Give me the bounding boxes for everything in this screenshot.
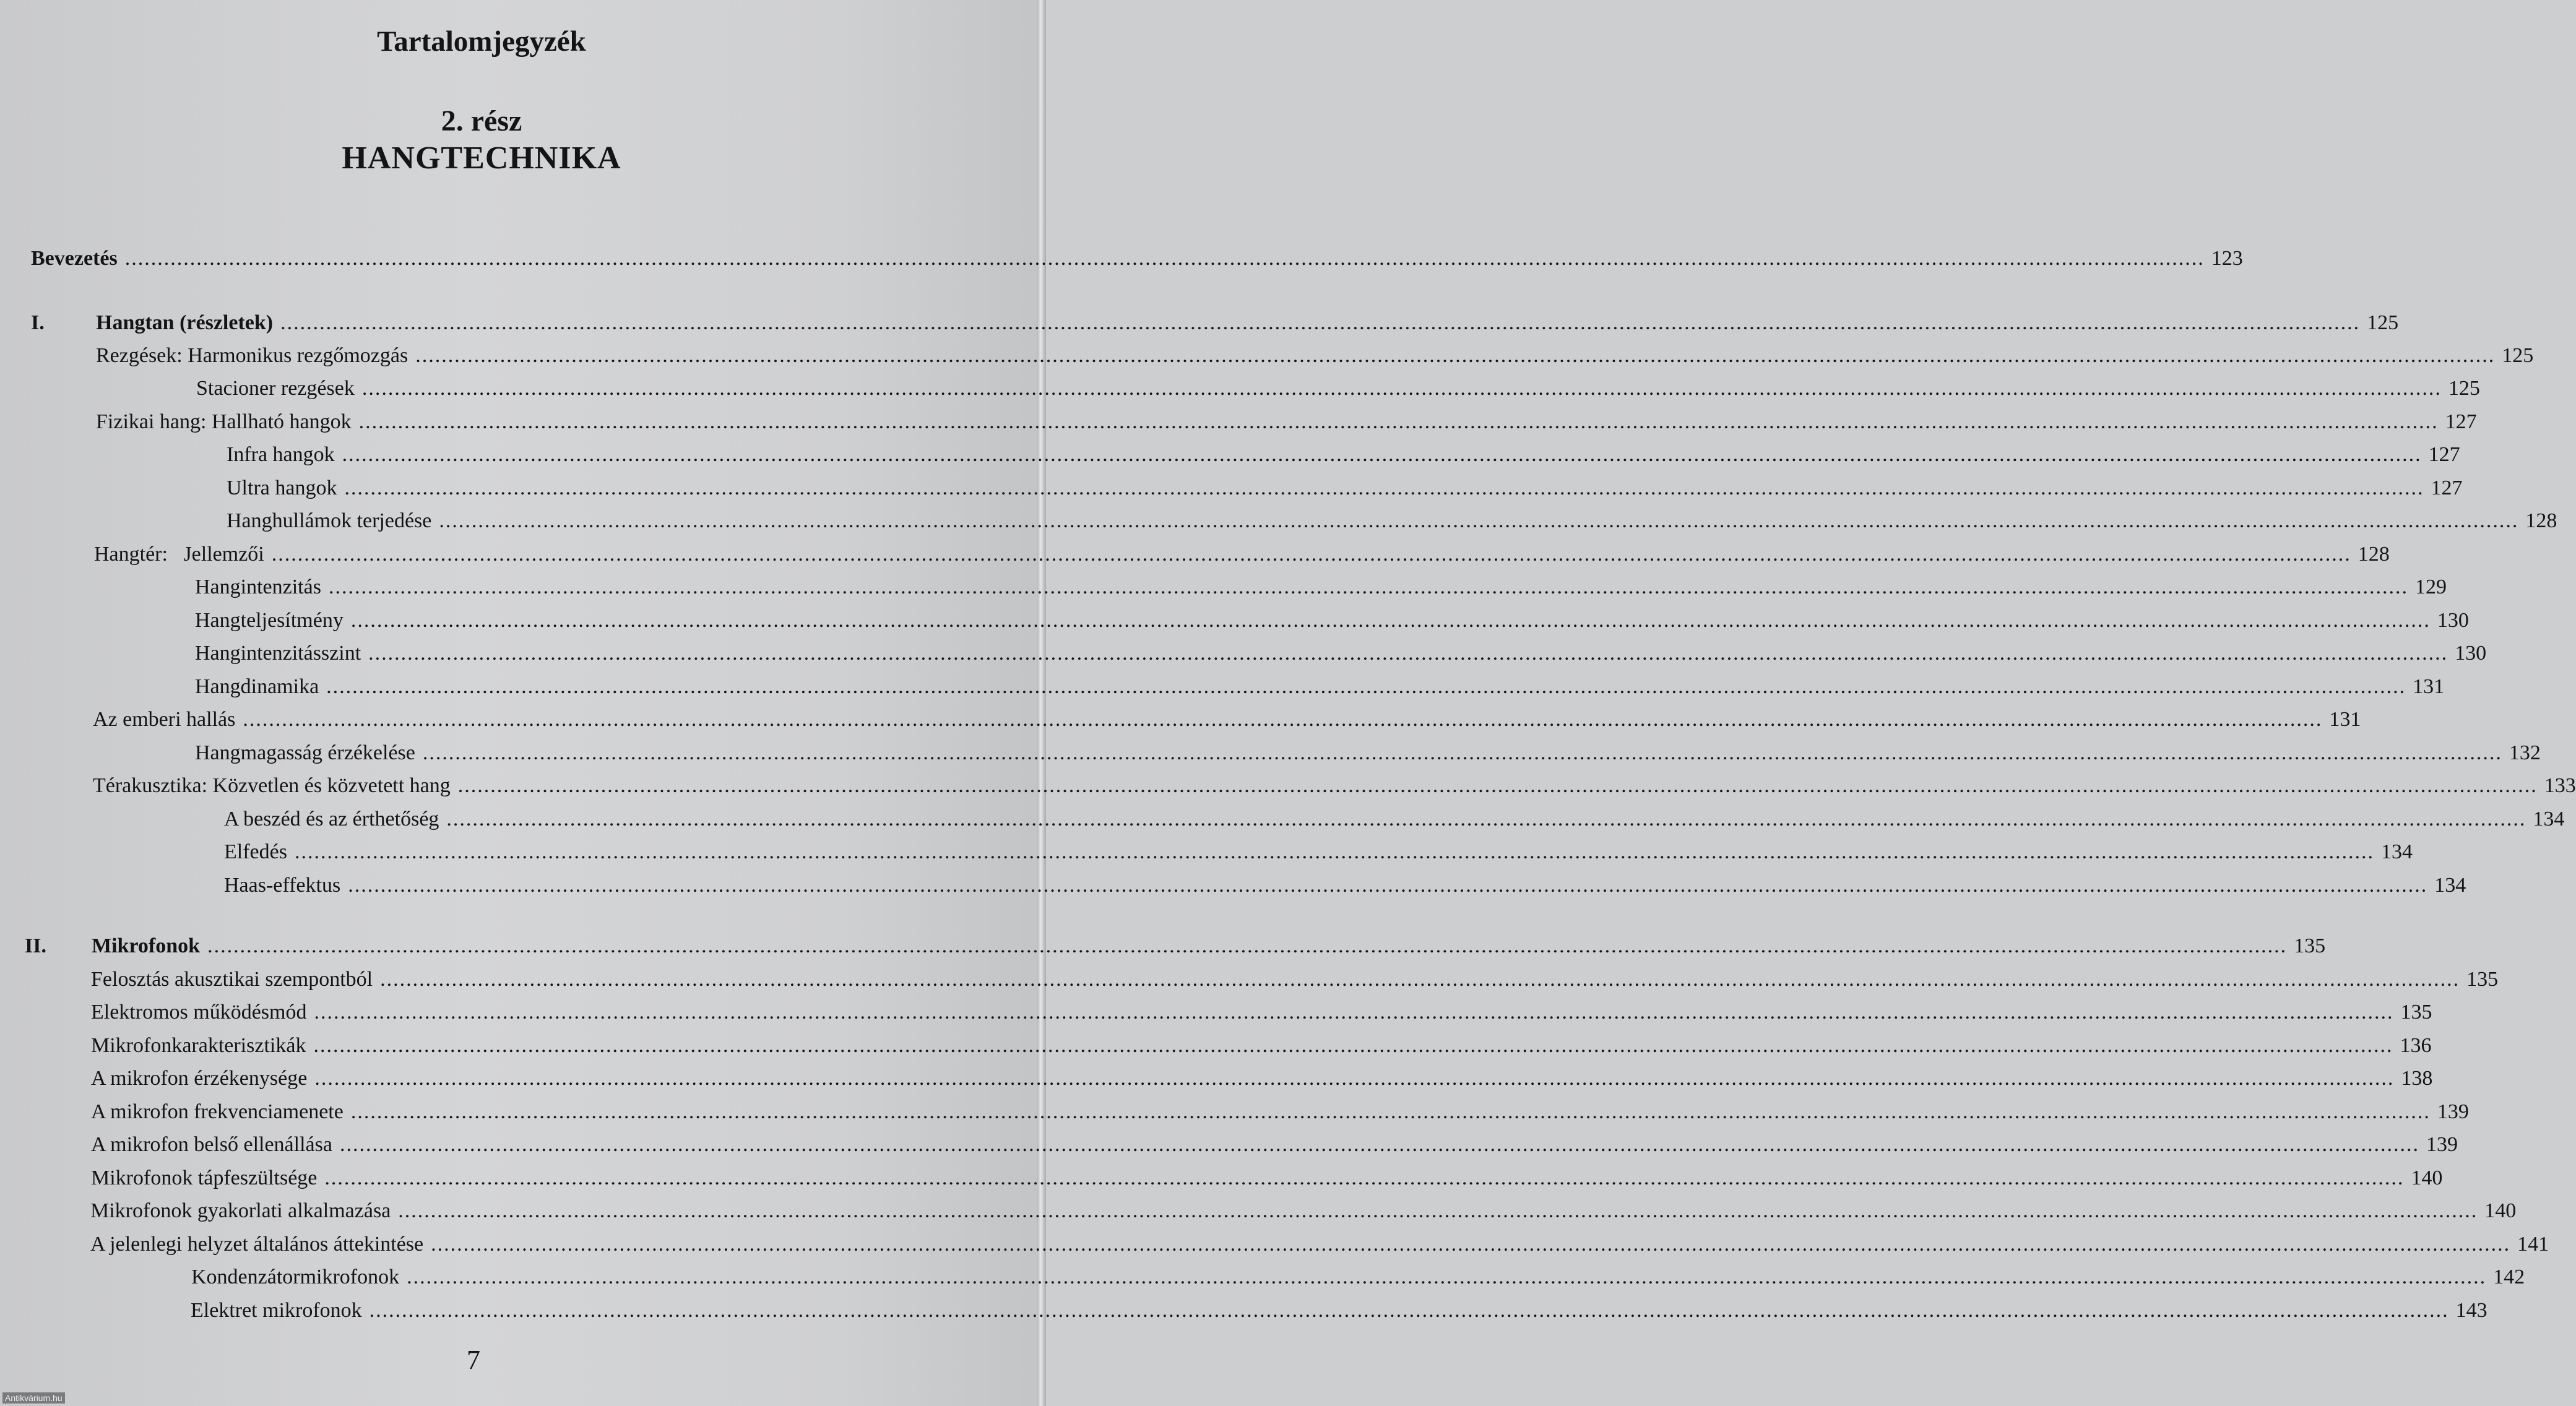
toc-entry [0, 803, 2565, 835]
dot-leader: ................................................................................................................................................................................................................................................................................................................................ [369, 1299, 2449, 1322]
toc-entry [0, 538, 2390, 571]
toc-page-number: 140 [2411, 1167, 2443, 1189]
toc-entry-title: Hanghullámok terjedése [227, 509, 432, 532]
toc-entry-title: Mikrofonkarakterisztikák [91, 1034, 306, 1057]
toc-page-number: 125 [2448, 377, 2480, 400]
toc-page-number: 129 [2414, 576, 2447, 598]
toc-entry [0, 505, 2557, 537]
page-number: 7 [467, 1345, 480, 1375]
toc-entry [0, 671, 2445, 703]
toc-entry-title: Hangtan (részletek) [96, 311, 274, 334]
toc-entry-title: A beszéd és az érthetőség [224, 808, 439, 830]
dot-leader: ................................................................................................................................................................................................................................................................................................................................ [422, 741, 2502, 764]
toc-entry [0, 373, 2480, 405]
toc-entry [0, 571, 2447, 603]
toc-entry-title: A jelenlegi helyzet általános áttekintése [90, 1233, 424, 1256]
toc-page-number: 127 [2428, 443, 2460, 466]
dot-leader: ................................................................................................................................................................................................................................................................................................................................ [328, 576, 2408, 598]
toc-entry [0, 1261, 2525, 1293]
toc-entry-title: Ultra hangok [227, 477, 337, 499]
toc-entry [0, 1195, 2517, 1227]
toc-page-number: 139 [2426, 1133, 2458, 1156]
toc-entry-title: A mikrofon érzékenysége [91, 1067, 308, 1090]
toc-entry-title: Hangintenzitás [195, 576, 321, 598]
toc-entry [0, 930, 2326, 962]
toc-entry [0, 1295, 2487, 1327]
toc-entry-title: Haas-effektus [224, 874, 341, 897]
toc-page-number: 135 [2294, 934, 2326, 957]
chapter-numeral: I. [31, 311, 45, 334]
part-subtitle: HANGTECHNIKA [342, 140, 621, 176]
dot-leader: ................................................................................................................................................................................................................................................................................................................................ [339, 1133, 2419, 1156]
toc-entry [0, 704, 2361, 736]
toc-entry [0, 996, 2432, 1029]
toc-entry [0, 964, 2499, 996]
toc-entry-title: Kondenzátormikrofonok [191, 1266, 400, 1288]
toc-entry-title: Infra hangok [227, 443, 335, 466]
toc-entry-title: Az emberi hallás [93, 708, 236, 731]
toc-page-number: 136 [2400, 1034, 2432, 1057]
toc-entry [0, 406, 2477, 438]
dot-leader: ................................................................................................................................................................................................................................................................................................................................ [368, 642, 2448, 665]
dot-leader: ................................................................................................................................................................................................................................................................................................................................ [457, 774, 2538, 797]
dot-leader: ................................................................................................................................................................................................................................................................................................................................ [207, 934, 2288, 957]
toc-entry-title: Stacioner rezgések [196, 377, 355, 400]
toc-entry [0, 340, 2534, 372]
dot-leader: ................................................................................................................................................................................................................................................................................................................................ [313, 1034, 2393, 1057]
dot-leader: ................................................................................................................................................................................................................................................................................................................................ [348, 874, 2428, 897]
toc-entry [0, 243, 2243, 275]
dot-leader: ................................................................................................................................................................................................................................................................................................................................ [280, 311, 2361, 334]
watermark: Antikvárium.hu [2, 1392, 65, 1404]
toc-entry-title: Hangdinamika [195, 675, 319, 698]
page-title: Tartalomjegyzék [377, 25, 586, 58]
toc-entry [0, 1030, 2432, 1062]
dot-leader: ................................................................................................................................................................................................................................................................................................................................ [439, 509, 2519, 532]
toc-page-number: 143 [2455, 1299, 2487, 1322]
dot-leader: ................................................................................................................................................................................................................................................................................................................................ [314, 1067, 2395, 1090]
toc-page-number: 131 [2329, 708, 2361, 731]
toc-entry-title: Térakusztika: Közvetlen és közvetett hang [93, 774, 451, 797]
toc-page-number: 134 [2533, 808, 2565, 830]
part-label: 2. rész [441, 105, 522, 137]
toc-entry [0, 605, 2469, 637]
toc-entry-title: Elektromos működésmód [91, 1001, 307, 1024]
toc-entry [0, 770, 2576, 802]
dot-leader: ................................................................................................................................................................................................................................................................................................................................ [124, 247, 2205, 270]
toc-page-number: 132 [2509, 741, 2541, 764]
toc-page-number: 142 [2493, 1266, 2525, 1288]
toc-entry-title: Mikrofonok gyakorlati alkalmazása [90, 1199, 391, 1222]
toc-entry [0, 1162, 2443, 1194]
toc-page-number: 135 [2466, 968, 2499, 991]
dot-leader: ................................................................................................................................................................................................................................................................................................................................ [398, 1199, 2478, 1222]
toc-entry [0, 1096, 2469, 1128]
dot-leader: ................................................................................................................................................................................................................................................................................................................................ [415, 344, 2496, 367]
dot-leader: ................................................................................................................................................................................................................................................................................................................................ [350, 1100, 2431, 1123]
toc-entry-title: Hangintenzitásszint [195, 642, 361, 665]
toc-page-number: 125 [2502, 344, 2534, 367]
toc-page-number: 135 [2400, 1001, 2432, 1024]
toc-entry-title: Mikrofonok tápfeszültsége [91, 1167, 318, 1189]
dot-leader: ................................................................................................................................................................................................................................................................................................................................ [243, 708, 2323, 731]
dot-leader: ................................................................................................................................................................................................................................................................................................................................ [326, 675, 2406, 698]
toc-page-number: 127 [2445, 410, 2477, 433]
chapter-numeral: II. [25, 934, 46, 957]
toc-page-number: 130 [2437, 609, 2469, 632]
toc-entry-title: Elfedés [224, 840, 287, 863]
toc-entry [0, 307, 2399, 339]
toc-page-number: 134 [2434, 874, 2466, 897]
toc-page-number: 123 [2211, 247, 2243, 270]
toc-page-number: 138 [2401, 1067, 2433, 1090]
toc-entry-title: Fizikai hang: Hallható hangok [96, 410, 352, 433]
toc-page-number: 133 [2544, 774, 2576, 797]
toc-entry [0, 439, 2460, 471]
toc-entry [0, 637, 2487, 670]
toc-entry [0, 1129, 2458, 1161]
dot-leader: ................................................................................................................................................................................................................................................................................................................................ [350, 609, 2431, 632]
toc-entry-title: Hangtér: Jellemzői [94, 543, 264, 566]
toc-page-number: 134 [2380, 840, 2413, 863]
dot-leader: ................................................................................................................................................................................................................................................................................................................................ [380, 968, 2460, 991]
dot-leader: ................................................................................................................................................................................................................................................................................................................................ [314, 1001, 2394, 1024]
dot-leader: ................................................................................................................................................................................................................................................................................................................................ [294, 840, 2374, 863]
dot-leader: ................................................................................................................................................................................................................................................................................................................................ [361, 377, 2442, 400]
toc-page-number: 125 [2367, 311, 2399, 334]
toc-entry-title: Hangmagasság érzékelése [195, 741, 415, 764]
toc-page-number: 139 [2437, 1100, 2469, 1123]
toc-entry-title: A mikrofon belső ellenállása [91, 1133, 332, 1156]
dot-leader: ................................................................................................................................................................................................................................................................................................................................ [271, 543, 2351, 566]
dot-leader: ................................................................................................................................................................................................................................................................................................................................ [431, 1233, 2511, 1256]
toc-page-number: 128 [2358, 543, 2390, 566]
toc-entry-title: A mikrofon frekvenciamenete [91, 1100, 344, 1123]
toc-entry [0, 472, 2463, 504]
toc-entry-title: Elektret mikrofonok [191, 1299, 362, 1322]
toc-entry [0, 737, 2541, 769]
toc-entry [0, 836, 2413, 868]
toc-page-number: 128 [2525, 509, 2557, 532]
toc-entry [0, 869, 2466, 902]
toc-page-number: 127 [2431, 477, 2463, 499]
toc-page-number: 130 [2455, 642, 2487, 665]
toc-entry [0, 1228, 2549, 1261]
dot-leader: ................................................................................................................................................................................................................................................................................................................................ [344, 477, 2424, 499]
dot-leader: ................................................................................................................................................................................................................................................................................................................................ [407, 1266, 2487, 1288]
dot-leader: ................................................................................................................................................................................................................................................................................................................................ [446, 808, 2526, 830]
toc-page-number: 131 [2413, 675, 2445, 698]
toc-entry-title: Mikrofonok [92, 934, 201, 957]
toc-entry-title: Felosztás akusztikai szempontból [91, 968, 373, 991]
toc-entry [0, 1063, 2433, 1095]
toc-entry-title: Rezgések: Harmonikus rezgőmozgás [96, 344, 408, 367]
toc-page-number: 140 [2484, 1199, 2517, 1222]
toc-page-number: 141 [2517, 1233, 2549, 1256]
toc-entry-title: Hangteljesítmény [195, 609, 344, 632]
dot-leader: ................................................................................................................................................................................................................................................................................................................................ [358, 410, 2439, 433]
toc-entry-title: Bevezetés [31, 247, 118, 270]
dot-leader: ................................................................................................................................................................................................................................................................................................................................ [324, 1167, 2405, 1189]
dot-leader: ................................................................................................................................................................................................................................................................................................................................ [342, 443, 2422, 466]
